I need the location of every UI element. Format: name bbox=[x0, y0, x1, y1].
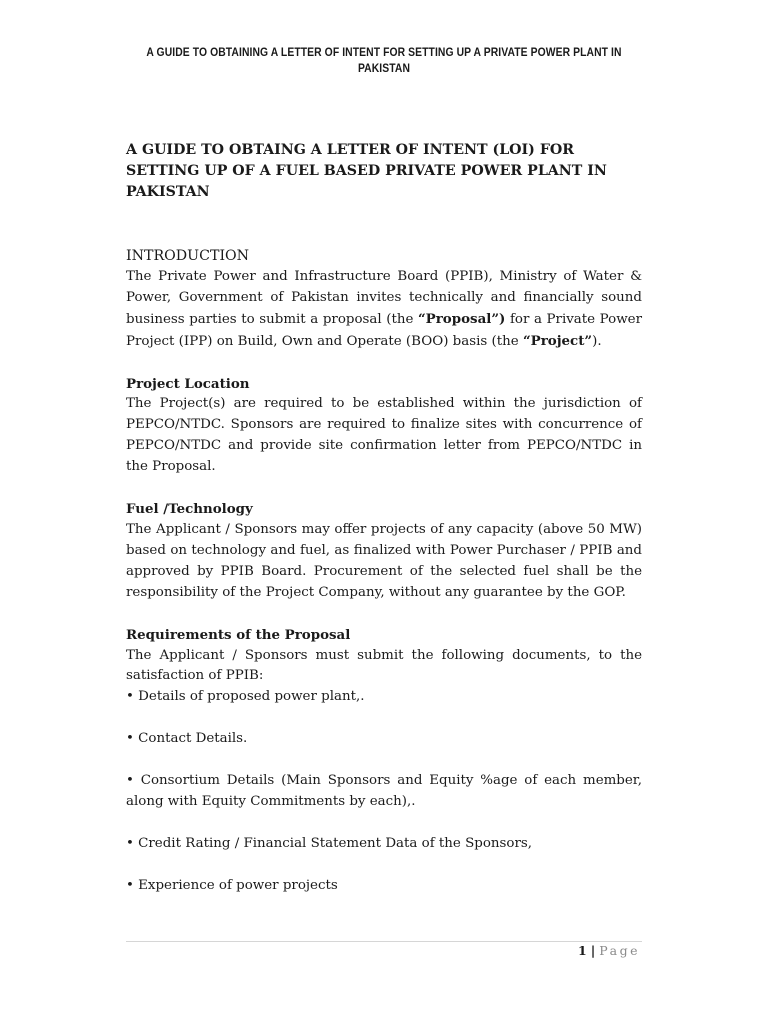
introduction-heading: INTRODUCTION bbox=[126, 248, 250, 264]
project-location-heading: Project Location bbox=[126, 375, 250, 392]
list-item: • Experience of power projects bbox=[126, 877, 338, 893]
document-body bbox=[126, 140, 642, 918]
project-term: “Project” bbox=[522, 332, 593, 349]
requirements-heading: Requirements of the Proposal bbox=[126, 626, 351, 643]
list-item: • Contact Details. bbox=[126, 731, 248, 747]
requirements-intro: The Applicant / Sponsors must submit the following documents, to the satisfaction of PPIB: bbox=[126, 647, 642, 684]
introduction-text-c: ). bbox=[592, 333, 602, 349]
page-number-separator: | bbox=[590, 943, 596, 958]
page-number bbox=[578, 942, 640, 960]
introduction-text-b: for a Private Power Project (IPP) on Build, Own and Operate (BOO) basis (the bbox=[126, 311, 643, 349]
list-item: • Details of proposed power plant,. bbox=[126, 689, 365, 705]
running-header: A GUIDE TO OBTAINING A LETTER OF INTENT FOR SETTING UP A PRIVATE POWER PLANT IN PAKISTAN bbox=[146, 47, 622, 75]
list-item: • Consortium Details (Main Sponsors and Equity %age of each member, along with Equity Commitments by each),. bbox=[126, 773, 642, 810]
fuel-technology-heading: Fuel /Technology bbox=[126, 501, 253, 518]
introduction-paragraph bbox=[126, 267, 642, 353]
fuel-technology-paragraph: The Applicant / Sponsors may offer projects of any capacity (above 50 MW) based on technology and fuel, as finalized with Power Purchaser / PPIB and approved by PPIB Board. Procurement of the selected fuel shall be the responsibility of the Project Company, without any guarantee by the GOP. bbox=[126, 521, 642, 600]
footer-divider bbox=[126, 941, 642, 942]
project-location-paragraph: The Project(s) are required to be established within the jurisdiction of PEPCO/NTDC. Sponsors are required to finalize sites with concurrence of PEPCO/NTDC and provide site confirmation letter from PEPCO/NTDC in the Proposal. bbox=[126, 396, 642, 475]
list-item: • Credit Rating / Financial Statement Data of the Sponsors, bbox=[126, 835, 533, 851]
document-title: A GUIDE TO OBTAING A LETTER OF INTENT (LOI) FOR SETTING UP OF A FUEL BASED PRIVATE POWER PLANT IN PAKISTAN bbox=[126, 142, 607, 200]
page-label: Page bbox=[599, 943, 640, 958]
page-number-value: 1 bbox=[578, 943, 587, 958]
introduction-text-a: The Private Power and Infrastructure Board (PPIB), Ministry of Water & Power, Government of Pakistan invites technically and financially sound business parties to submit a proposal (the bbox=[126, 268, 642, 327]
proposal-term: “Proposal”) bbox=[417, 310, 506, 327]
